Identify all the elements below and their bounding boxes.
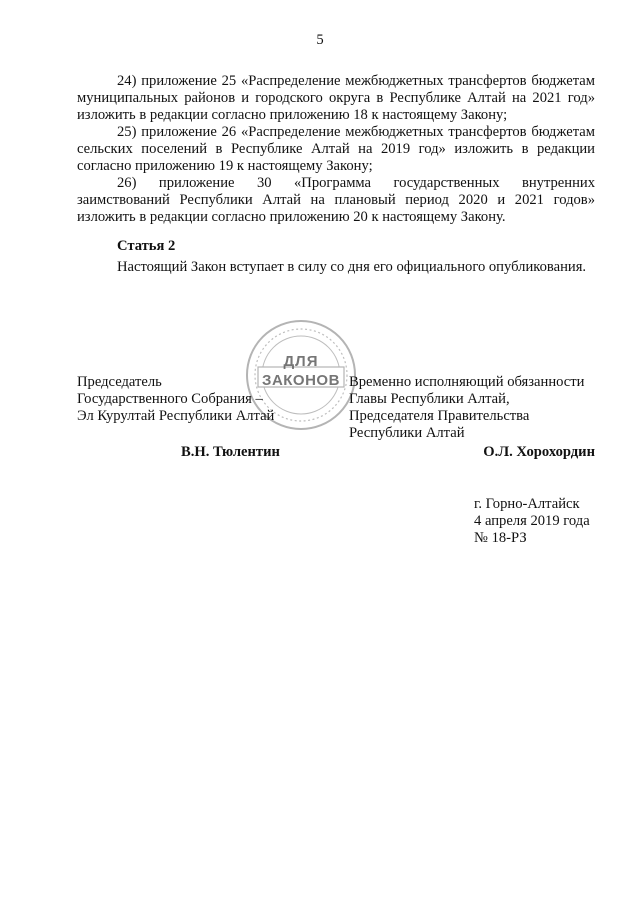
list-item-25: 25) приложение 26 «Распределение межбюджетных трансфертов бюджетам сельских поселений в Республике Алтай на 2019 год» изложить в редакции согласно приложению 19 к настоящему Закону; [77,124,595,174]
signatory-right-line: Главы Республики Алтай, [349,391,510,407]
page-number: 5 [316,32,324,48]
signatory-right-line: Временно исполняющий обязанности [349,374,585,390]
signatory-left-line: Эл Курултай Республики Алтай [77,408,275,424]
signatory-left-title [77,374,307,425]
place-date: 4 апреля 2019 года [474,513,590,529]
document-body [77,73,595,276]
article-text: Настоящий Закон вступает в силу со дня его официального опубликования. [117,259,587,275]
signatory-left-line: Председатель [77,374,162,390]
signatory-left-name: В.Н. Тюлентин [181,444,280,460]
signatory-left-line: Государственного Собрания – [77,391,263,407]
signatory-right-line: Республики Алтай [349,425,465,441]
law-number: № 18-РЗ [474,530,527,546]
stamp-line-1: ДЛЯ [283,353,319,370]
article-heading: Статья 2 [117,238,176,254]
stamp-line-2: ЗАКОНОВ [262,372,340,389]
signatory-right-name: О.Л. Хорохордин [483,444,595,460]
list-item-24: 24) приложение 25 «Распределение межбюджетных трансфертов бюджетам муниципальных районов и городского округа в Республике Алтай на 2021 год» изложить в редакции согласно приложению 18 к настоящему Закону; [77,73,595,123]
place-date-number [474,496,614,547]
signature-block [77,374,595,464]
signatory-right-title [349,374,599,442]
signatory-right-line: Председателя Правительства [349,408,530,424]
place-city: г. Горно-Алтайск [474,496,580,512]
list-item-26: 26) приложение 30 «Программа государственных внутренних заимствований Республики Алтай на плановый период 2020 и 2021 годов» изложить в редакции согласно приложению 20 к настоящему Закону. [77,175,595,225]
